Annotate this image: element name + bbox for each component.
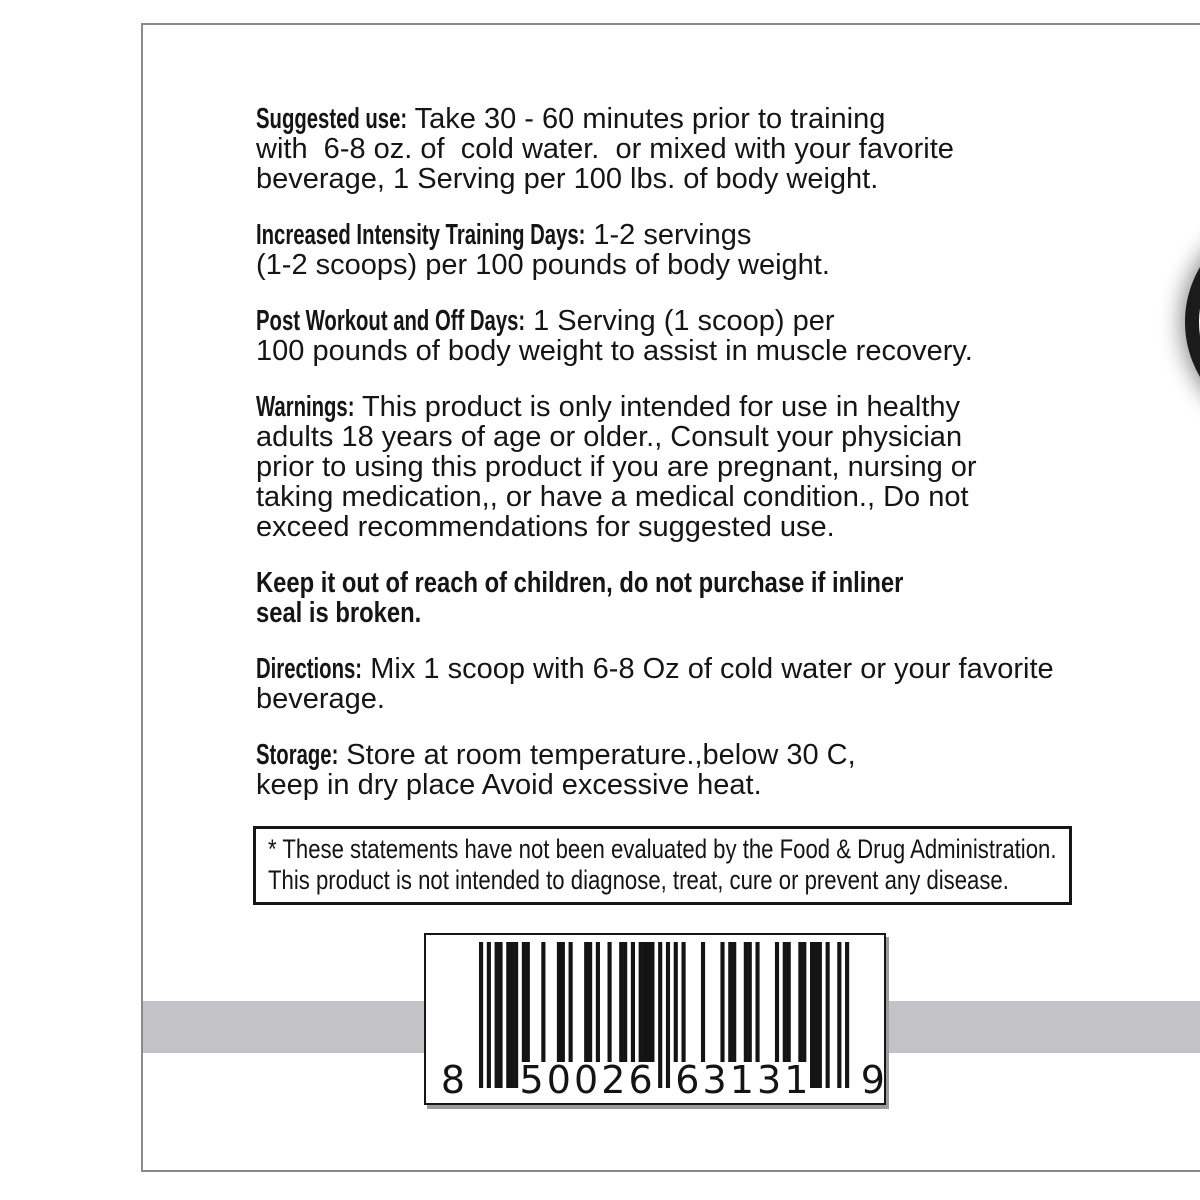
paragraph-lead: Directions:	[256, 653, 363, 685]
fda-disclaimer-box	[253, 826, 1072, 905]
paragraph: Suggested use: Take 30 - 60 minutes prior to training with 6-8 oz. of cold water. or mixed with your favorite beverage, 1 Serving per 100 lbs. of body weight.	[256, 103, 954, 195]
svg-text:2: 2	[601, 1058, 626, 1102]
paragraph: Increased Intensity Training Days: 1-2 servings (1-2 scoops) per 100 pounds of body weight.	[256, 219, 830, 281]
disclaimer-line-1: * These statements have not been evaluated by the Food & Drug Administration.	[268, 834, 1057, 864]
disclaimer-line-2: This product is not intended to diagnose, treat, cure or prevent any disease.	[268, 865, 1009, 895]
paragraph-lead: Post Workout and Off Days:	[256, 305, 526, 337]
svg-text:6: 6	[675, 1058, 700, 1102]
svg-text:0: 0	[574, 1058, 599, 1102]
paragraph: Warnings: This product is only intended for use in healthy adults 18 years of age or older., Consult your physician prior to using this product if you are pregnant, nursing or taking medication,, or have a medical condition., Do not exceed recommendations for suggested use.	[256, 391, 977, 543]
paragraph: Storage: Store at room temperature.,below 30 C, keep in dry place Avoid excessive heat.	[256, 739, 856, 801]
svg-text:6: 6	[628, 1058, 653, 1102]
paragraph-lead: Warnings:	[256, 391, 355, 423]
svg-text:1: 1	[729, 1058, 754, 1102]
paragraph: Keep it out of reach of children, do not purchase if inliner seal is broken.	[256, 567, 904, 629]
paragraph-lead: Increased Intensity Training Days:	[256, 219, 586, 251]
paragraph-lead: Storage:	[256, 739, 339, 771]
paragraph: Post Workout and Off Days: 1 Serving (1 scoop) per 100 pounds of body weight to assist in muscle recovery.	[256, 305, 973, 367]
svg-text:9: 9	[860, 1058, 885, 1102]
paragraph-lead: Suggested use:	[256, 103, 408, 135]
svg-text:5: 5	[519, 1058, 544, 1102]
svg-text:1: 1	[784, 1058, 809, 1102]
barcode-image	[426, 935, 888, 1103]
svg-text:3: 3	[757, 1058, 782, 1102]
paragraph: Directions: Mix 1 scoop with 6-8 Oz of cold water or your favorite beverage.	[256, 653, 1054, 715]
usage-instructions	[256, 104, 1136, 905]
svg-text:3: 3	[702, 1058, 727, 1102]
paragraph-list	[256, 104, 1136, 800]
svg-text:0: 0	[546, 1058, 571, 1102]
barcode	[424, 933, 886, 1105]
svg-text:8: 8	[440, 1058, 466, 1102]
